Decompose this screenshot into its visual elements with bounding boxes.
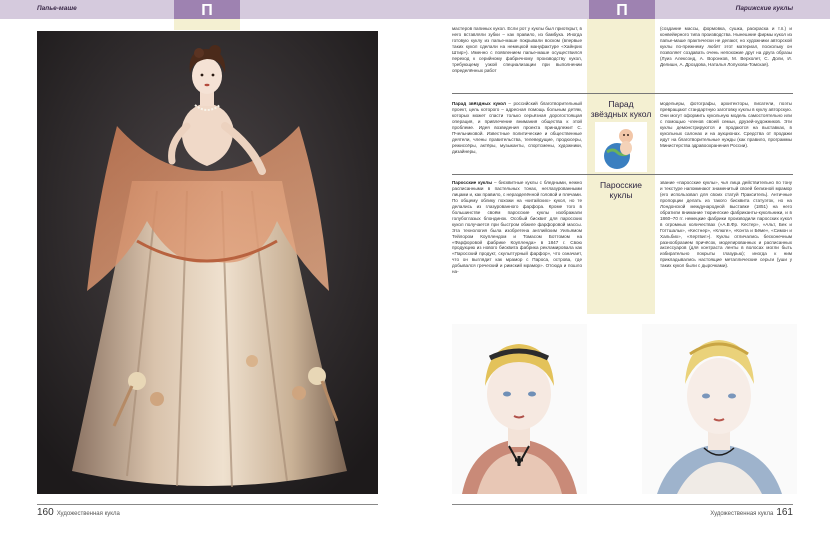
section-divider: [452, 93, 793, 94]
blonde-doll-illustration: [642, 324, 797, 494]
page-number: 161: [776, 507, 793, 518]
right-page: [415, 0, 830, 540]
half-doll-illustration: [37, 31, 378, 494]
text: – российский благотворительный проект, цель которого – адресная помощь больным детям, которых может спасти только серьёзная дорогостоящая операция, и привлечение внимания общества к этой проблеме. Идея возведения проекта принадлежит С. Пчельниковой. Известные политические и общественные деятели, члены правительства, телеведущие, продюсеры, режиссёры, актёры, музыканты, спортсмены, художники, дизайнеры,: [452, 101, 582, 154]
paragraph: звание «паросские куклы», чья лица действительно по тону и текстуре напоминают знаменитый своей белизной мрамор (его использовал для своих статуй Пракситель). Античные пропорции делать из такого бисквита статуэток, но на Лондонской международной выставке (1851) на него обратили внимание тюрингские фабриканты-кукольники, и в 1860–70 гг. немецкие фабрики производили паросских кукол в огромных количествах («А.В.Фр. Кестер», «Альт, Бек и Готтшальк», «Кестнер», «Клюге», «Конта и Бёме», «Симон и Хальбих», «Хертвиг»). Куклы отличались бесконечным разнообразием причёсок, моделированных и расписанных аксессуаров (для контраста ленты в волосах могли быть избирательно покрыты глазурью); иногда к ним прикладывались настоящие металлические серьги (уши у таких кукол были с дырочками).: [660, 180, 792, 269]
parade-heading: Парад звёздных кукол: [590, 99, 652, 119]
paragraph: модельеры, фотографы, архитекторы, писатели, поэты превращают стандартную заготовку куклы в куклу авторскую. Они могут оформить кукольную модель самостоятельно или с помощью членов своей семьи, друзей-художников. Эти куклы демонстрируются и продаются на выставках, в кукольных салонах и на аукционах. Средства от продажи идут на благотворительные нужды (как правило, программы Министерства здравоохранения России).: [660, 101, 792, 148]
section-letter: П: [174, 0, 240, 19]
blonde-doll-illustration: [452, 324, 587, 494]
bottom-rule: [37, 504, 378, 505]
running-head: Парижские куклы: [735, 5, 793, 12]
parade-col1: [452, 101, 582, 159]
section-tab: [589, 0, 655, 30]
doll-on-globe-illustration: [595, 122, 647, 172]
folio-title: Художественная кукла: [56, 511, 120, 517]
parian-col1: [452, 180, 582, 279]
section-divider: [452, 174, 793, 175]
folio-title: Художественная кукла: [710, 511, 774, 517]
parian-heading: Паросские куклы: [600, 180, 642, 200]
term: Парад звёздных кукол: [452, 101, 506, 106]
col2-top-text: [660, 26, 792, 72]
parade-col2: [660, 101, 792, 153]
folio: [37, 507, 120, 518]
doll-photo: [37, 31, 378, 494]
paragraph: (создание массы, формовка, сушка, раскраска и т.п.) и конвейерного типа производства. Нынешние фирмы кукол из папье-маше практически не делают, но художники авторской куклы по-прежнему любят этот материал, поскольку он позволяет создавать очень непохожие друг на друга образы (Луиз Алексонд, А. Воронков, М. Верхолет, С. Доли, И. Делишн, А. Дроздова, Наталья Лопухова-Томская).: [660, 26, 792, 67]
folio: [710, 507, 793, 518]
running-head: Папье-маше: [37, 5, 77, 12]
paragraph: [452, 101, 582, 155]
section-tab: [174, 0, 240, 30]
paragraph: [452, 180, 582, 275]
paragraph: мастеров папиных кукол. Если рот у куклы был приоткрыт, в него вставляли зубки – как правило, из бамбука. Иногда готовую куклу из папье-маше покрывали воском (впервые таких кукол сделали на немецкой мануфактуре «Хайнрих Штир»). Именно с появлением папье-маше осуществился переход к серийному фабричному производству кукол, требующему узкой специализации при выполнении определённых работ: [452, 26, 582, 73]
section-letter: П: [589, 0, 655, 19]
parian-doll-photo-2: [642, 324, 797, 494]
parade-doll-image: [595, 122, 647, 172]
text: – бисквитные куклы с бледными, нежно расписанными в пастельных тонах, неглазурованными лицами и, как правило, с неразделённой головой и плечами. По общему облику похожи на «китайских» кукол, но те делались из глазурованного фарфора. Кроме того в большинстве своём паросские куклы изображали голубоглазых блондинок. Особый бисквит для паросских кукол получается при быстром обжиге фарфоровой массы. Эта технология была изобретена английским Уильямом Тейлором Коуплендом и Томасом Боттомом на «Фарфоровой фабрике Коупленда» в 1847 г. Свою продукцию из нового бисквита фабрика рекламировала как «Паросский продукт, скульптурный фарфор», что означает, что он выглядит как мрамор с Пароса, острова, где добывался греческий и римский мрамор». Отсюда и пошло на-: [452, 180, 582, 275]
page-number: 160: [37, 507, 54, 518]
parian-col2: [660, 180, 792, 273]
parian-doll-photo-1: [452, 324, 587, 494]
term: Паросские куклы: [452, 180, 493, 185]
col1-top-text: [452, 26, 582, 78]
bottom-rule: [452, 504, 793, 505]
